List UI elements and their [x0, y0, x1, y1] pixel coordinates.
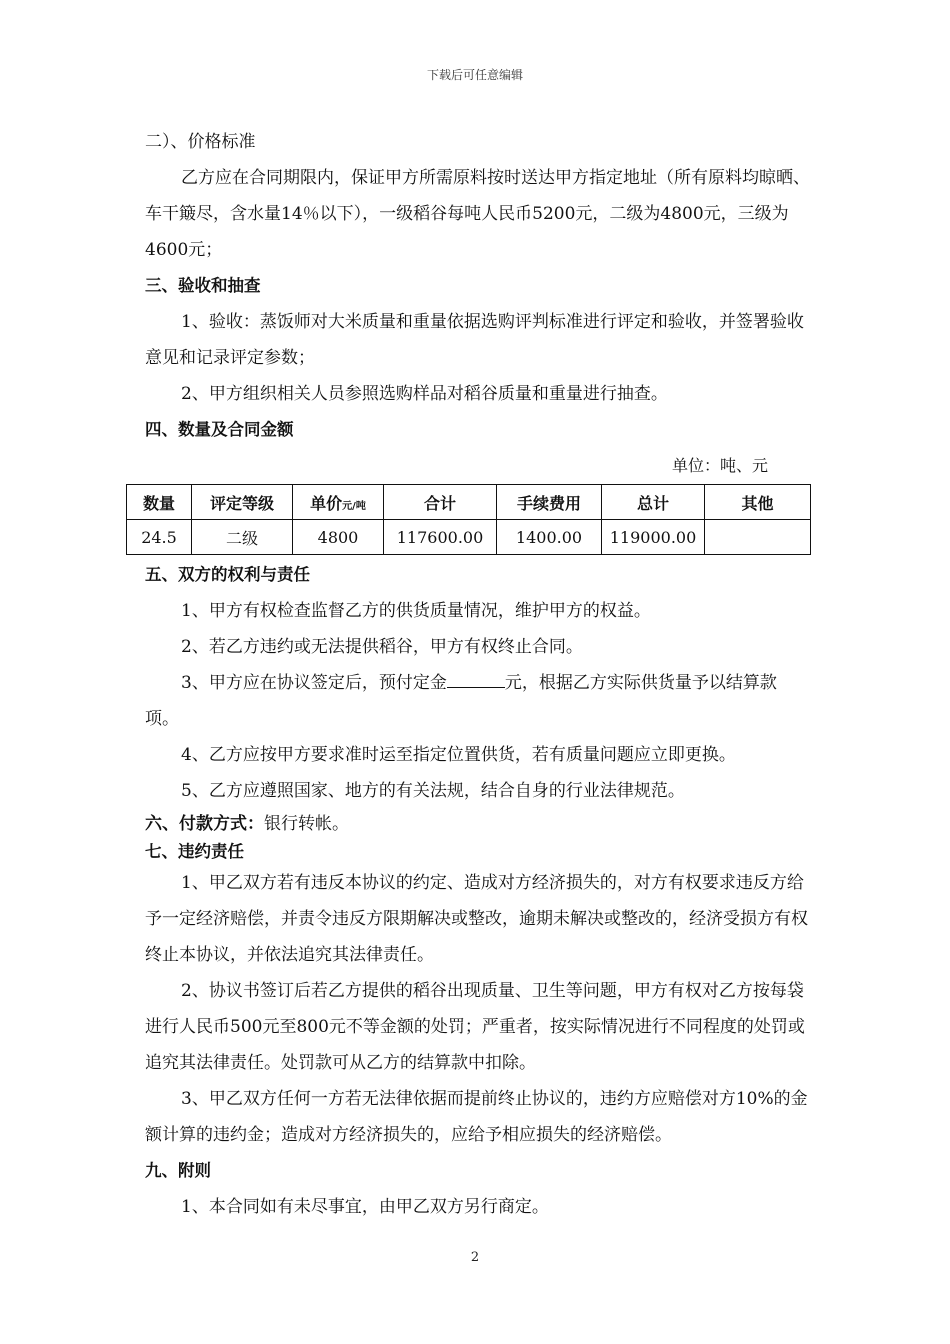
deposit-blank — [447, 669, 505, 688]
cell-total: 119000.00 — [602, 520, 705, 555]
section-breach-title: 七、违约责任 — [145, 842, 244, 861]
payment-method: 银行转帐。 — [264, 814, 349, 834]
cell-grade: 二级 — [192, 520, 293, 555]
acceptance-item-1: 1、验收：蒸饭师对大米质量和重量依据选购评判标准进行评定和验收，并签署验收意见和记录评定参数； — [145, 312, 804, 368]
col-header-total: 总计 — [602, 485, 705, 520]
unit-price-unit: 元/吨 — [342, 500, 366, 512]
col-header-subtotal: 合计 — [384, 485, 497, 520]
page-header: 下载后可任意编辑 — [426, 68, 523, 82]
col-header-other: 其他 — [705, 485, 811, 520]
section-price-paragraph: 乙方应在合同期限内，保证甲方所需原料按时送达甲方指定地址（所有原料均晾晒、车干簸尽，含水量14％以下），一级稻谷每吨人民币5200元，二级为4800元，三级为4600元； — [145, 168, 810, 260]
col-header-quantity: 数量 — [127, 485, 192, 520]
appendix-item-1: 1、本合同如有未尽事宜，由甲乙双方另行商定。 — [181, 1197, 549, 1217]
breach-item-1: 1、甲乙双方若有违反本协议的约定、造成对方经济损失的，对方有权要求违反方给予一定经济赔偿，并责令违反方限期解决或整改，逾期未解决或整改的，经济受损方有权终止本协议，并依法追究其法律责任。 — [145, 873, 808, 965]
breach-item-2: 2、协议书签订后若乙方提供的稻谷出现质量、卫生等问题，甲方有权对乙方按每袋进行人民币500元至800元不等金额的处罚；严重者，按实际情况进行不同程度的处罚或追究其法律责任。处罚款可从乙方的结算款中扣除。 — [145, 981, 805, 1073]
acceptance-item-2: 2、甲方组织相关人员参照选购样品对稻谷质量和重量进行抽查。 — [181, 384, 668, 404]
rights-item-3-end: 元，根据乙方实际供货量予以结算款项。 — [145, 673, 777, 729]
rights-item-3 — [145, 665, 810, 737]
cell-fee: 1400.00 — [497, 520, 602, 555]
page-number: 2 — [470, 1250, 480, 1265]
rights-item-1: 1、甲方有权检查监督乙方的供货质量情况，维护甲方的权益。 — [181, 601, 651, 621]
cell-subtotal: 117600.00 — [384, 520, 497, 555]
rights-item-4: 4、乙方应按甲方要求准时运至指定位置供货，若有质量问题应立即更换。 — [181, 745, 736, 765]
col-header-grade: 评定等级 — [192, 485, 293, 520]
document-body — [141, 124, 810, 1225]
unit-note: 单位：吨、元 — [671, 456, 768, 475]
unit-price-label: 单价 — [310, 493, 343, 513]
section-acceptance-title: 三、验收和抽查 — [145, 276, 261, 295]
section-quantity-title: 四、数量及合同金额 — [145, 420, 294, 439]
rights-item-5: 5、乙方应遵照国家、地方的有关法规，结合自身的行业法律规范。 — [181, 781, 685, 801]
cell-other — [705, 520, 811, 555]
section-appendix-title: 九、附则 — [145, 1161, 211, 1180]
section-payment — [145, 809, 810, 839]
section-price-title: 二）、价格标准 — [145, 132, 256, 152]
rights-item-2: 2、若乙方违约或无法提供稻谷，甲方有权终止合同。 — [181, 637, 583, 657]
col-header-fee: 手续费用 — [497, 485, 602, 520]
table-header-row — [127, 485, 811, 520]
rights-item-3-start: 3、甲方应在协议签定后，预付定金 — [181, 673, 447, 693]
quantity-table — [126, 484, 811, 555]
section-payment-title: 六、付款方式： — [145, 814, 264, 834]
section-rights-title: 五、双方的权利与责任 — [145, 565, 310, 584]
col-header-unit-price — [293, 485, 384, 520]
table-row — [127, 520, 811, 555]
cell-quantity: 24.5 — [127, 520, 192, 555]
cell-unit-price: 4800 — [293, 520, 384, 555]
breach-item-3: 3、甲乙双方任何一方若无法律依据而提前终止协议的，违约方应赔偿对方10%的金额计算的违约金；造成对方经济损失的，应给予相应损失的经济赔偿。 — [145, 1089, 808, 1145]
